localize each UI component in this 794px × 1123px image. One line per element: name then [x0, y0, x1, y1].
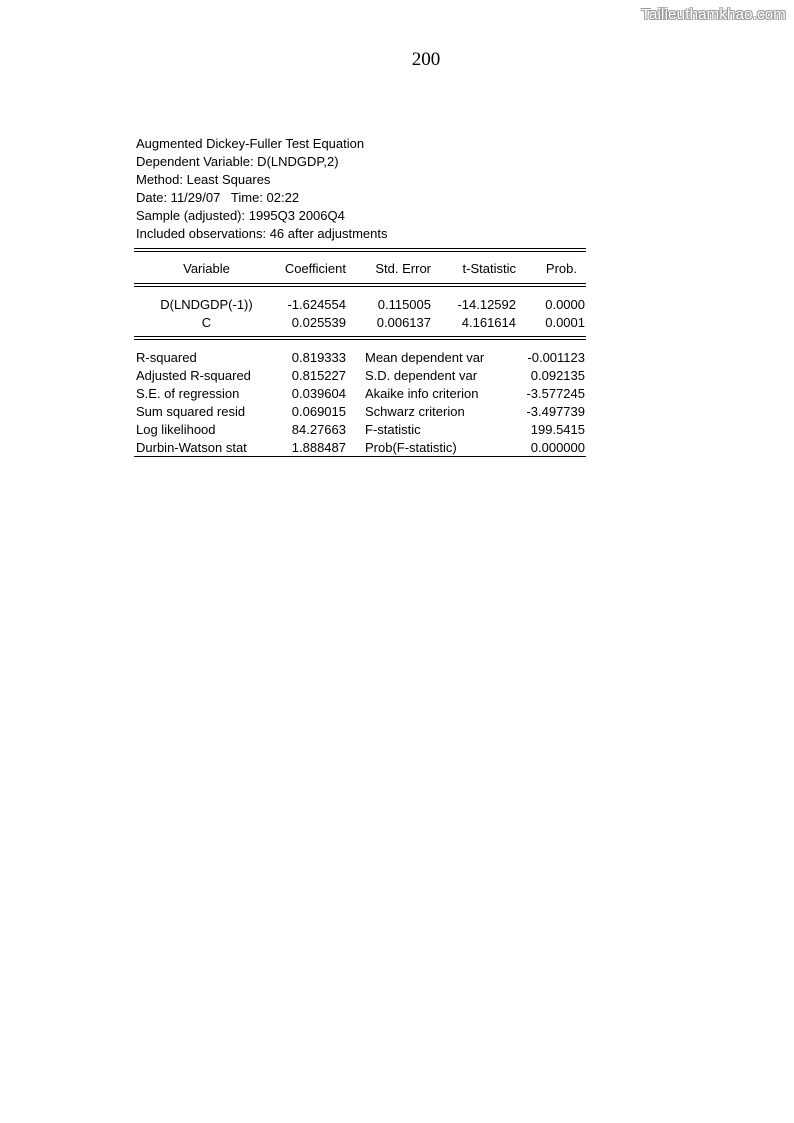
stat-value-right: -3.497739 [526, 404, 585, 419]
regression-header [136, 135, 387, 243]
stat-label-right: Mean dependent var [365, 350, 485, 365]
stat-label-left: Sum squared resid [136, 404, 246, 419]
stat-label-left: Adjusted R-squared [136, 368, 251, 383]
watermark: Tailieuthamkhao.com [641, 6, 786, 23]
stat-label-left: S.E. of regression [136, 386, 240, 401]
stat-label-right: Prob(F-statistic) [365, 440, 457, 455]
stat-value-right: -3.577245 [526, 386, 585, 401]
coef-prob: 0.0000 [545, 297, 585, 312]
stat-value-right: 0.000000 [530, 440, 585, 455]
coef-variable: C [201, 315, 212, 330]
stats-rule [134, 336, 586, 337]
stat-value-right: 0.092135 [530, 368, 585, 383]
coef-std-error: 0.115005 [377, 297, 431, 312]
coef-t-statistic: 4.161614 [461, 315, 516, 330]
coef-coefficient: 0.025539 [291, 315, 346, 330]
header-date: Date: 11/29/07 Time: 02:22 [136, 190, 300, 205]
stat-label-right: F-statistic [365, 422, 421, 437]
coef-prob: 0.0001 [545, 315, 585, 330]
coef-std-error: 0.006137 [376, 315, 431, 330]
col-header-t-statistic: t-Statistic [462, 261, 516, 276]
stat-value-right: -0.001123 [527, 350, 585, 365]
coef-t-statistic: -14.12592 [457, 297, 516, 312]
col-header-prob: Prob. [545, 261, 577, 276]
stat-label-right: Schwarz criterion [365, 404, 465, 419]
stat-value-left: 0.819333 [291, 350, 346, 365]
coef-coefficient: -1.624554 [287, 297, 346, 312]
stat-value-left: 84.27663 [291, 422, 346, 437]
header-method: Method: Least Squares [136, 172, 271, 187]
table-bottom-rule [134, 456, 586, 457]
stat-label-left: R-squared [136, 350, 197, 365]
stat-label-left: Log likelihood [136, 422, 216, 437]
page-number: 200 [411, 49, 441, 70]
stat-label-right: Akaike info criterion [365, 386, 479, 401]
stat-label-right: S.D. dependent var [365, 368, 478, 383]
stat-value-left: 0.069015 [291, 404, 346, 419]
header-title: Augmented Dickey-Fuller Test Equation [136, 136, 365, 151]
header-sample: Sample (adjusted): 1995Q3 2006Q4 [136, 208, 345, 223]
stat-value-left: 1.888487 [291, 440, 346, 455]
header-observations: Included observations: 46 after adjustments [136, 226, 388, 241]
col-header-variable: Variable [183, 261, 230, 276]
stat-value-left: 0.815227 [291, 368, 346, 383]
col-header-std-error: Std. Error [375, 261, 431, 276]
stat-value-right: 199.5415 [530, 422, 585, 437]
stat-label-left: Durbin-Watson stat [136, 440, 247, 455]
header-dependent-variable: Dependent Variable: D(LNDGDP,2) [136, 154, 339, 169]
coef-variable: D(LNDGDP(-1)) [160, 297, 253, 312]
header-rule [134, 283, 586, 284]
col-header-coefficient: Coefficient [284, 261, 346, 276]
table-top-rule [134, 248, 586, 249]
stat-value-left: 0.039604 [291, 386, 346, 401]
